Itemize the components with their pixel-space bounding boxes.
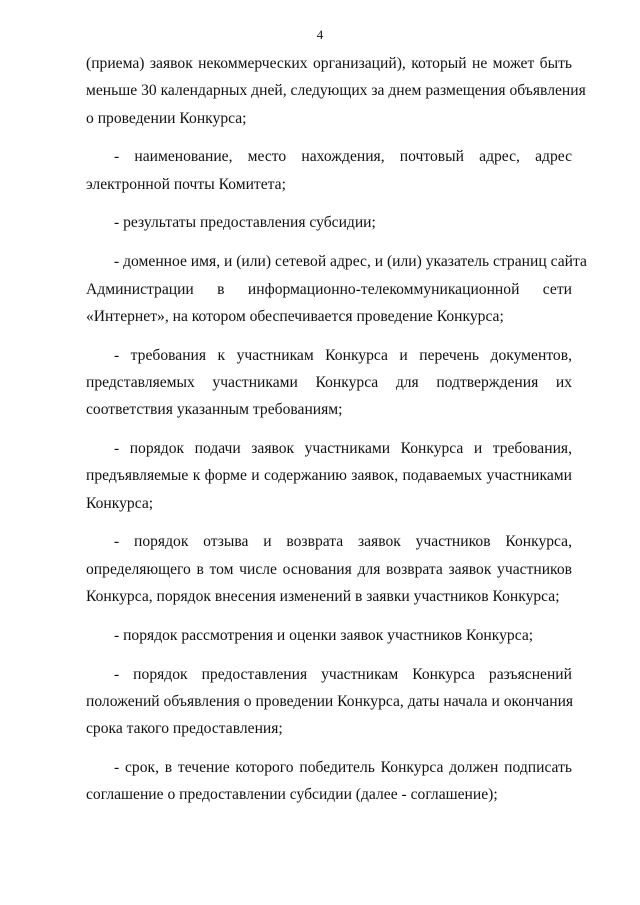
- text-line: соглашение о предоставлении субсидии (далее - соглашение);: [86, 786, 498, 804]
- paragraph-8: [86, 622, 572, 649]
- text-line: - результаты предоставления субсидии;: [114, 214, 376, 232]
- paragraph-3: [86, 209, 572, 236]
- text-line: - порядок подачи заявок участниками Конкурса и требования,: [114, 440, 572, 458]
- text-line: - срок, в течение которого победитель Конкурса должен подписать: [114, 759, 572, 777]
- page-number: 4: [316, 27, 324, 42]
- text-line: Конкурса;: [86, 494, 154, 512]
- paragraph-7: [86, 528, 572, 610]
- text-line: - требования к участникам Конкурса и перечень документов,: [114, 346, 572, 364]
- text-line: - порядок предоставления участникам Конкурса разъяснений: [114, 665, 572, 683]
- text-line: - наименование, место нахождения, почтовый адрес, адрес: [114, 148, 572, 166]
- text-line: Администрации в информационно-телекоммуникационной сети: [86, 280, 572, 298]
- text-line: Конкурса, порядок внесения изменений в заявки участников Конкурса;: [86, 588, 560, 606]
- text-line: - порядок рассмотрения и оценки заявок участников Конкурса;: [114, 626, 534, 644]
- text-line: - порядок отзыва и возврата заявок участников Конкурса,: [114, 533, 572, 551]
- paragraph-5: [86, 342, 572, 424]
- text-line: представляемых участниками Конкурса для подтверждения их: [86, 373, 572, 391]
- text-line: о проведении Конкурса;: [86, 109, 247, 127]
- text-line: меньше 30 календарных дней, следующих за днем размещения объявления: [86, 82, 586, 100]
- text-line: (приема) заявок некоммерческих организаций), который не может быть: [86, 55, 572, 72]
- paragraph-10: [86, 754, 572, 809]
- text-line: соответствия указанным требованиям;: [86, 401, 343, 419]
- text-line: электронной почты Комитета;: [86, 175, 286, 193]
- text-line: срока такого предоставления;: [86, 720, 283, 738]
- paragraph-2: [86, 143, 572, 198]
- text-line: определяющего в том числе основания для возврата заявок участников: [86, 560, 572, 578]
- text-line: предъявляемые к форме и содержанию заявок, подаваемых участниками: [86, 467, 572, 485]
- paragraph-1: [86, 50, 586, 132]
- document-body: [86, 50, 587, 820]
- paragraph-6: [86, 435, 572, 517]
- paragraph-4: [86, 248, 587, 330]
- text-line: - доменное имя, и (или) сетевой адрес, и (или) указатель страниц сайта: [114, 253, 587, 271]
- text-line: «Интернет», на котором обеспечивается проведение Конкурса;: [86, 307, 504, 325]
- paragraph-9: [86, 661, 572, 743]
- text-line: положений объявления о проведении Конкурса, даты начала и окончания: [86, 692, 574, 710]
